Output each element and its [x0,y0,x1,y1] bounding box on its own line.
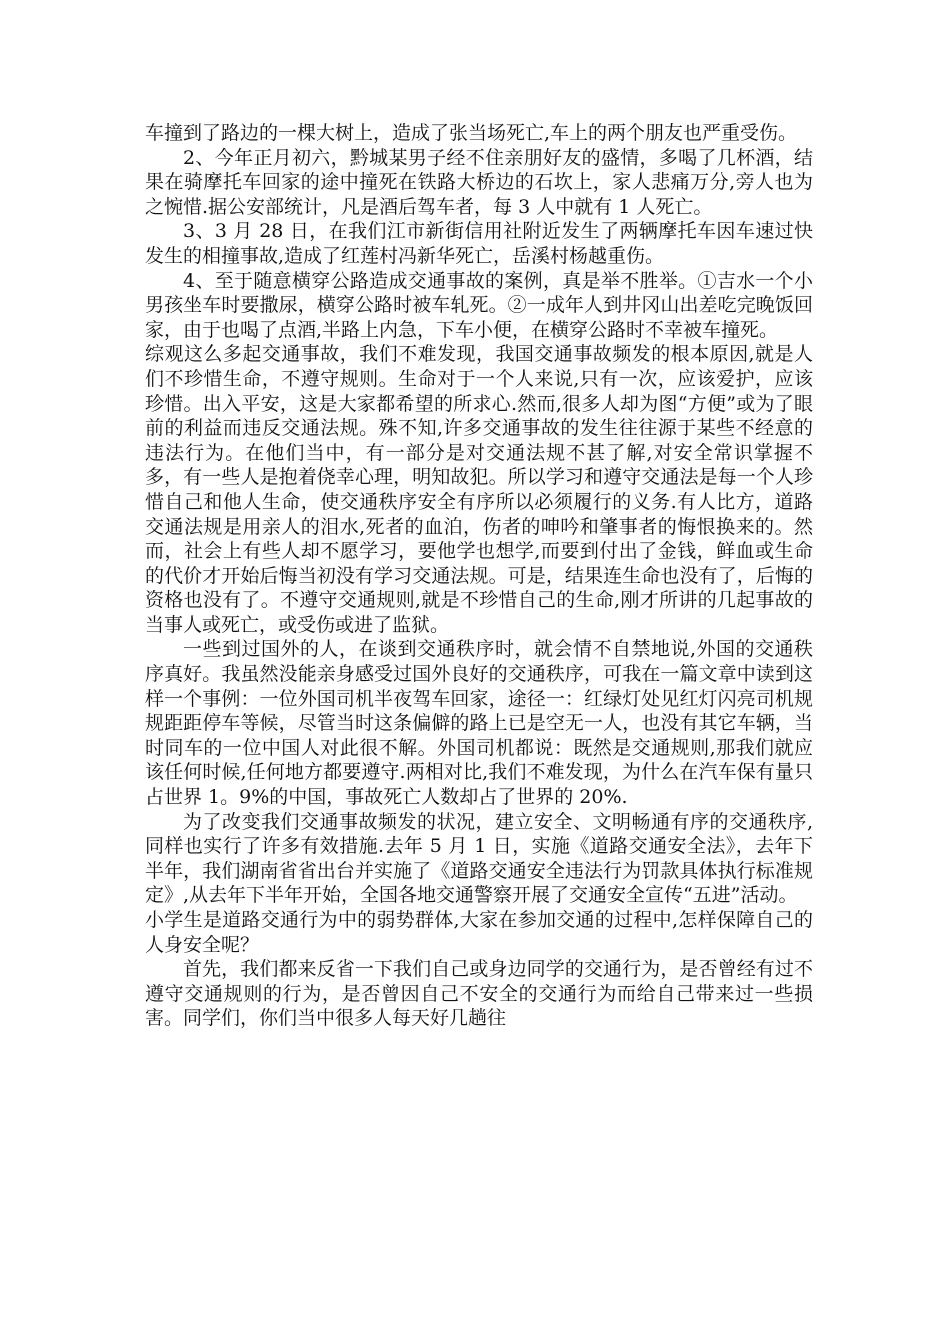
paragraph-2: 2、今年正月初六，黔城某男子经不住亲朋好友的盛情，多喝了几杯酒，结果在骑摩托车回家的途中撞死在铁路大桥边的石坎上，家人悲痛万分,旁人也为之惋惜.据公安部统计，凡是酒后驾车者，每 3 人中就有 1 人死亡。 [145,146,813,218]
paragraph-6: 一些到过国外的人，在谈到交通秩序时，就会情不自禁地说,外国的交通秩序真好。我虽然没能亲身感受过国外良好的交通秩序，可我在一篇文章中读到这样一个事例：一位外国司机半夜驾车回家，途径一：红绿灯处见红灯闪亮司机规规距距停车等候，尽管当时这条偏僻的路上已是空无一人，也没有其它车辆，当时同车的一位中国人对此很不解。外国司机都说：既然是交通规则,那我们就应该任何时候,任何地方都要遵守.两相对比,我们不难发现，为什么在汽车保有量只占世界 1。9%的中国，事故死亡人数却占了世界的 20%. [145,638,813,809]
paragraph-8: 小学生是道路交通行为中的弱势群体,大家在参加交通的过程中,怎样保障自己的人身安全呢？ [145,909,813,956]
paragraph-3: 3、3 月 28 日，在我们江市新街信用社附近发生了两辆摩托车因车速过快发生的相撞事故,造成了红莲村冯新华死亡，岳溪村杨越重伤。 [145,220,813,267]
paragraph-1: 车撞到了路边的一棵大树上，造成了张当场死亡,车上的两个朋友也严重受伤。 [145,122,798,144]
document-page [145,121,813,1031]
paragraph-5: 综观这么多起交通事故，我们不难发现，我国交通事故频发的根本原因,就是人们不珍惜生命，不遵守规则。生命对于一个人来说,只有一次，应该爱护，应该珍惜。出入平安，这是大家都希望的所求心.然而,很多人却为图“方便”或为了眼前的利益而违反交通法规。殊不知,许多交通事故的发生往往源于某些不经意的违法行为。在他们当中，有一部分是对交通法规不甚了解,对安全常识掌握不多，有一些人是抱着侥幸心理，明知故犯。所以学习和遵守交通法是每一个人珍惜自己和他人生命，使交通秩序安全有序所以必须履行的义务.有人比方，道路交通法规是用亲人的泪水,死者的血泊，伤者的呻吟和肇事者的悔恨换来的。然而，社会上有些人却不愿学习，要他学也想学,而要到付出了金钱，鲜血或生命的代价才开始后悔当初没有学习交通法规。可是，结果连生命也没有了，后悔的资格也没有了。不遵守交通规则,就是不珍惜自己的生命,刚才所讲的几起事故的当事人或死亡，或受伤或进了监狱。 [145,343,813,636]
paragraph-4: 4、至于随意横穿公路造成交通事故的案例，真是举不胜举。①吉水一个小男孩坐车时要撒尿，横穿公路时被车轧死。②一成年人到井冈山出差吃完晚饭回家，由于也喝了点酒,半路上内急，下车小便，在横穿公路时不幸被车撞死。 [145,269,813,341]
paragraph-9: 首先，我们都来反省一下我们自己或身边同学的交通行为，是否曾经有过不遵守交通规则的行为，是否曾因自己不安全的交通行为而给自己带来过一些损害。同学们，你们当中很多人每天好几趟往 [145,958,813,1030]
paragraph-7: 为了改变我们交通事故频发的状况，建立安全、文明畅通有序的交通秩序,同样也实行了许多有效措施.去年 5 月 1 日，实施《道路交通安全法》，去年下半年，我们湖南省省出台并实施了《道路交通安全违法行为罚款具体执行标准规定》,从去年下半年开始，全国各地交通警察开展了交通安全宣传“五进”活动。 [145,810,813,907]
